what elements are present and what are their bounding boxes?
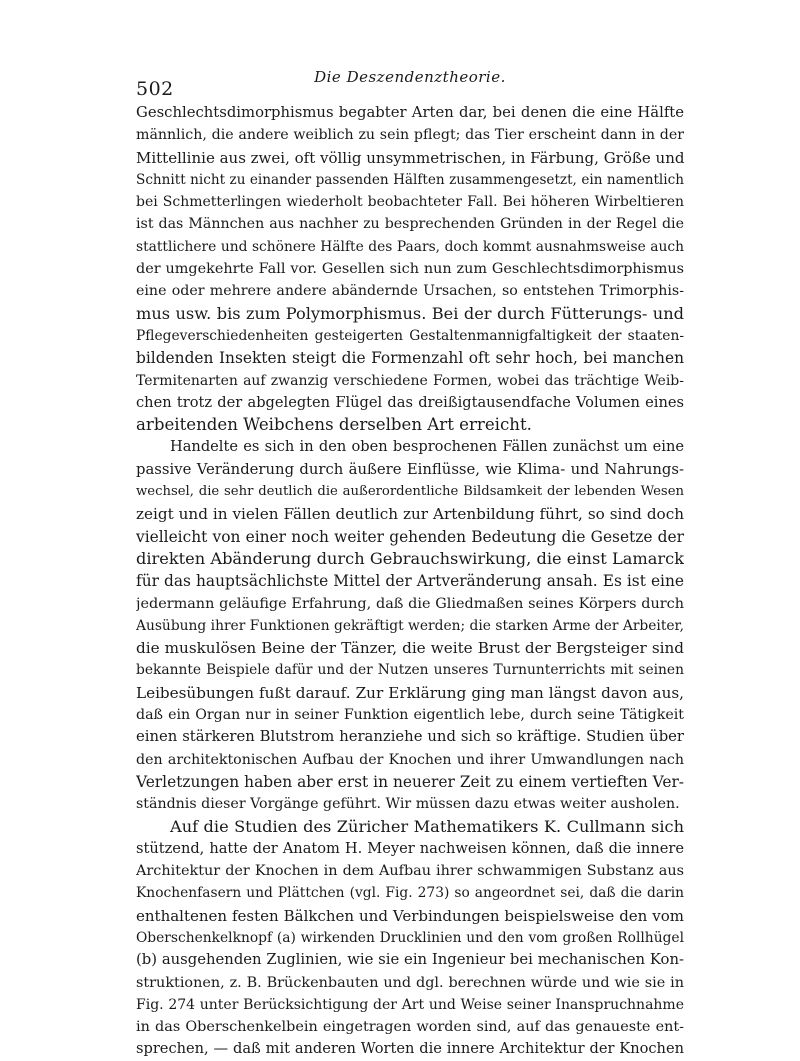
text-line: in das Oberschenkelbein eingetragen worden sind, auf das genaueste ent- [136,1019,684,1036]
running-title: Die Deszendenztheorie. [314,68,506,86]
text-line: Oberschenkelknopf (a) wirkenden Drucklinien und den vom großen Rollhügel [136,929,684,946]
text-line: eine oder mehrere andere abändernde Ursachen, so entstehen Trimorphis- [136,283,684,300]
text-line: Knochenfasern und Plättchen (vgl. Fig. 273) so angeordnet sei, daß die darin [136,885,684,902]
text-line: Verletzungen haben aber erst in neuerer Zeit zu einem vertieften Ver- [136,772,684,791]
text-line: Auf die Studien des Züricher Mathematikers K. Cullmann sich [170,816,684,836]
text-line: (b) ausgehenden Zuglinien, wie sie ein Ingenieur bei mechanischen Kon- [136,951,684,969]
text-line: stattlichere und schönere Hälfte des Paars, doch kommt ausnahmsweise auch [136,238,684,255]
text-line: die muskulösen Beine der Tänzer, die weite Brust der Bergsteiger sind [136,639,684,658]
text-line: enthaltenen festen Bälkchen und Verbindungen beispielsweise den vom [136,906,684,925]
text-line: Geschlechtsdimorphismus begabter Arten dar, bei denen die eine Hälfte [136,104,684,121]
text-line: männlich, die andere weiblich zu sein pflegt; das Tier erscheint dann in der [136,127,684,144]
text-line: Handelte es sich in den oben besprochenen Fällen zunächst um eine [170,438,684,456]
text-line: stützend, hatte der Anatom H. Meyer nachweisen können, daß die innere [136,839,684,857]
text-line: der umgekehrte Fall vor. Gesellen sich nun zum Geschlechtsdimorphismus [136,261,684,278]
text-line: vielleicht von einer noch weiter gehenden Bedeutung die Gesetze der [136,527,684,546]
text-line: bekannte Beispiele dafür und der Nutzen unseres Turnunterrichts mit seinen [136,662,684,679]
text-line: direkten Abänderung durch Gebrauchswirkung, die einst Lamarck [136,548,684,568]
text-line: ist das Männchen aus nachher zu besprechenden Gründen in der Regel die [136,216,684,233]
text-line: passive Veränderung durch äußere Einflüsse, wie Klima- und Nahrungs- [136,460,684,478]
text-line: ständnis dieser Vorgänge geführt. Wir müssen dazu etwas weiter ausholen. [136,796,680,813]
page-number: 502 [136,78,174,100]
page-body [136,102,684,1061]
text-line: chen trotz der abgelegten Flügel das dreißigtausendfache Volumen eines [136,393,684,411]
text-line: den architektonischen Aufbau der Knochen und ihrer Umwandlungen nach [136,751,684,768]
text-line: zeigt und in vielen Fällen deutlich zur Artenbildung führt, so sind doch [136,505,684,524]
text-line: Fig. 274 unter Berücksichtigung der Art und Weise seiner Inanspruchnahme [136,996,684,1013]
text-line: sprechen, — daß mit anderen Worten die innere Architektur der Knochen [136,1040,684,1058]
paragraph [136,436,684,815]
text-line: Pflegeverschiedenheiten gesteigerten Gestaltenmannigfaltigkeit der staaten- [136,327,684,344]
text-line: Leibesübungen fußt darauf. Zur Erklärung ging man längst davon aus, [136,683,684,702]
text-line: struktionen, z. B. Brückenbauten und dgl. berechnen würde und wie sie in [136,974,684,991]
text-line: Mittellinie aus zwei, oft völlig unsymmetrischen, in Färbung, Größe und [136,148,684,167]
text-line: mus usw. bis zum Polymorphismus. Bei der durch Fütterungs- und [136,303,684,323]
text-line: einen stärkeren Blutstrom heranziehe und sich so kräftige. Studien über [136,728,684,746]
text-line: Architektur der Knochen in dem Aufbau ihrer schwammigen Substanz aus [136,863,684,880]
text-line: jedermann geläufige Erfahrung, daß die Gliedmaßen seines Körpers durch [136,595,684,612]
paragraph [136,102,684,436]
page-header [136,64,684,100]
text-line: bildenden Insekten steigt die Formenzahl oft sehr hoch, bei manchen [136,349,684,368]
text-line: Ausübung ihrer Funktionen gekräftigt werden; die starken Arme der Arbeiter, [136,617,684,634]
text-line: für das hauptsächlichste Mittel der Artveränderung ansah. Es ist eine [136,572,684,591]
text-line: daß ein Organ nur in seiner Funktion eigentlich lebe, durch seine Tätigkeit [136,707,684,724]
text-line: Termitenarten auf zwanzig verschiedene Formen, wobei das trächtige Weib- [136,372,684,389]
paragraph [136,816,684,1061]
text-line: wechsel, die sehr deutlich die außerordentliche Bildsamkeit der lebenden Wesen [136,484,684,500]
text-line: Schnitt nicht zu einander passenden Hälften zusammengesetzt, ein namentlich [136,171,684,188]
text-line: arbeitenden Weibchens derselben Art erreicht. [136,415,532,435]
text-line: bei Schmetterlingen wiederholt beobachteter Fall. Bei höheren Wirbeltieren [136,194,684,211]
